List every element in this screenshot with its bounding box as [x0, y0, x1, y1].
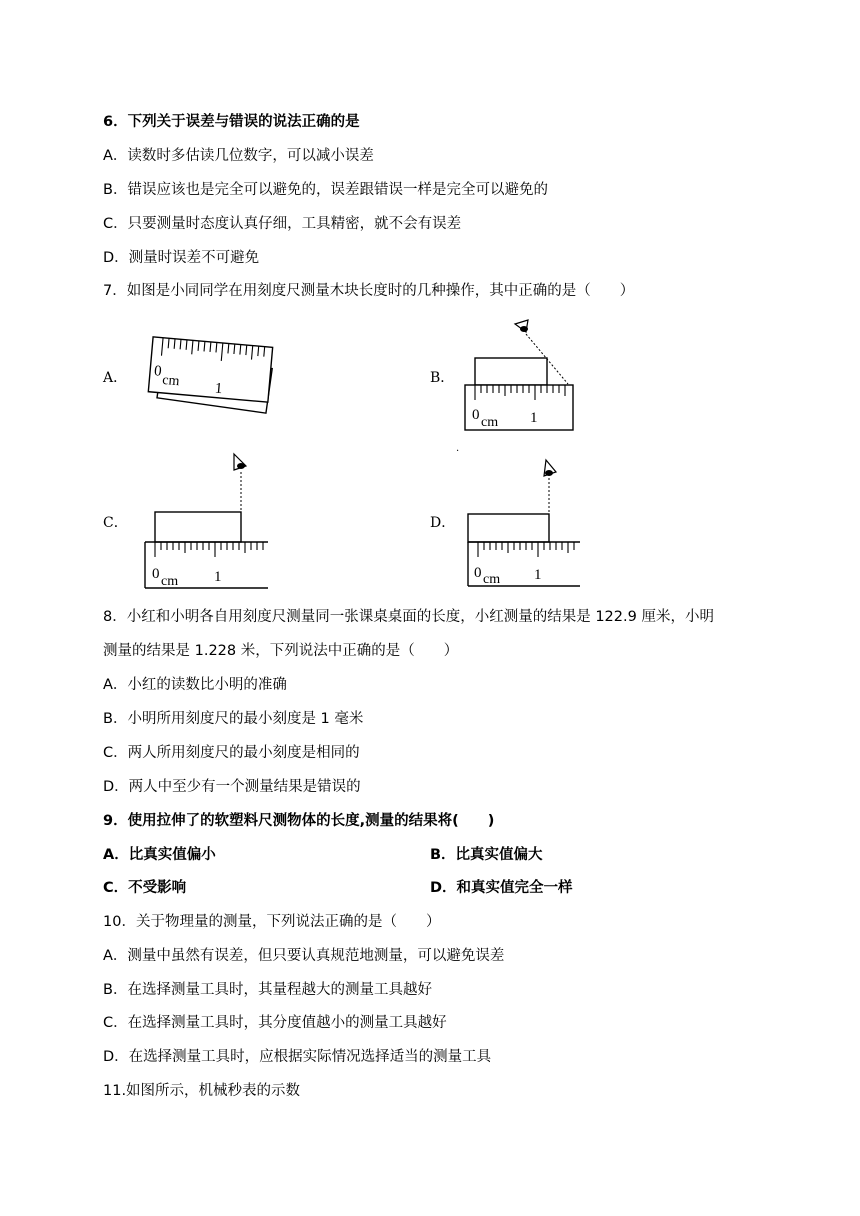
q8-option-d: D．两人中至少有一个测量结果是错误的 [103, 779, 361, 795]
q7-stem: 7．如图是小同同学在用刻度尺测量木块长度时的几种操作，其中正确的是（ ） [103, 283, 635, 299]
eye-icon [234, 454, 246, 470]
q8-stem-line2: 测量的结果是 1.228 米，下列说法中正确的是（ ） [103, 643, 459, 659]
q7-figure-b-one: 1 [530, 410, 538, 426]
q8-option-c: C．两人所用刻度尺的最小刻度是相同的 [103, 745, 360, 761]
q8-stem-line1: 8．小红和小明各自用刻度尺测量同一张课桌桌面的长度，小红测量的结果是 122.9 厘米，小明 [103, 609, 714, 625]
q7-figure-d-zero: 0 [474, 565, 482, 581]
q10-stem: 10．关于物理量的测量，下列说法正确的是（ ） [103, 914, 441, 930]
q6-option-d: D．测量时误差不可避免 [103, 250, 260, 266]
q7-figure-c [140, 448, 280, 593]
q7-figure-b-zero: 0 [472, 407, 480, 423]
q9-option-a: A．比真实值偏小 [103, 847, 216, 863]
q7-figure-c-zero: 0 [152, 566, 160, 582]
q7-figure-c-unit: cm [161, 574, 179, 589]
stray-mark: . [456, 443, 460, 454]
q6-option-b: B．错误应该也是完全可以避免的，误差跟错误一样是完全可以避免的 [103, 182, 548, 198]
q7-figure-b-unit: cm [481, 415, 499, 430]
q7-figure-b [460, 318, 580, 433]
q7-figure-d-label: D． [430, 515, 456, 531]
q7-figure-c-label: C． [103, 515, 128, 531]
q10-option-b: B．在选择测量工具时，其量程越大的测量工具越好 [103, 982, 432, 998]
q7-figure-a-unit: cm [161, 372, 181, 390]
q9-option-b: B．比真实值偏大 [430, 847, 543, 863]
q8-option-b: B．小明所用刻度尺的最小刻度是 1 毫米 [103, 711, 364, 727]
q7-figure-a-one: 1 [214, 380, 224, 398]
q7-figure-a-zero: 0 [153, 363, 163, 380]
q7-figure-d [462, 456, 592, 591]
q11-stem: 11.如图所示，机械秒表的示数 [103, 1083, 301, 1099]
q9-option-d: D．和真实值完全一样 [430, 880, 573, 896]
q7-figure-a [130, 330, 290, 430]
q7-figure-c-one: 1 [214, 569, 222, 585]
q7-figure-d-one: 1 [534, 567, 542, 583]
q9-stem: 9．使用拉伸了的软塑料尺测物体的长度,测量的结果将( ) [103, 813, 495, 829]
eye-icon [515, 320, 528, 332]
q7-figure-a-label: A． [103, 370, 128, 386]
q10-option-d: D．在选择测量工具时，应根据实际情况选择适当的测量工具 [103, 1049, 492, 1065]
q7-figure-b-label: B． [430, 370, 455, 386]
q6-stem: 6．下列关于误差与错误的说法正确的是 [103, 114, 360, 130]
q6-option-a: A．读数时多估读几位数字，可以减小误差 [103, 148, 374, 164]
q9-option-c: C．不受影响 [103, 880, 187, 896]
q7-figure-d-unit: cm [483, 572, 501, 587]
q10-option-a: A．测量中虽然有误差，但只要认真规范地测量，可以避免误差 [103, 948, 505, 964]
eye-icon [544, 460, 556, 476]
q10-option-c: C．在选择测量工具时，其分度值越小的测量工具越好 [103, 1015, 447, 1031]
q6-option-c: C．只要测量时态度认真仔细，工具精密，就不会有误差 [103, 216, 462, 232]
q8-option-a: A．小红的读数比小明的准确 [103, 677, 287, 693]
